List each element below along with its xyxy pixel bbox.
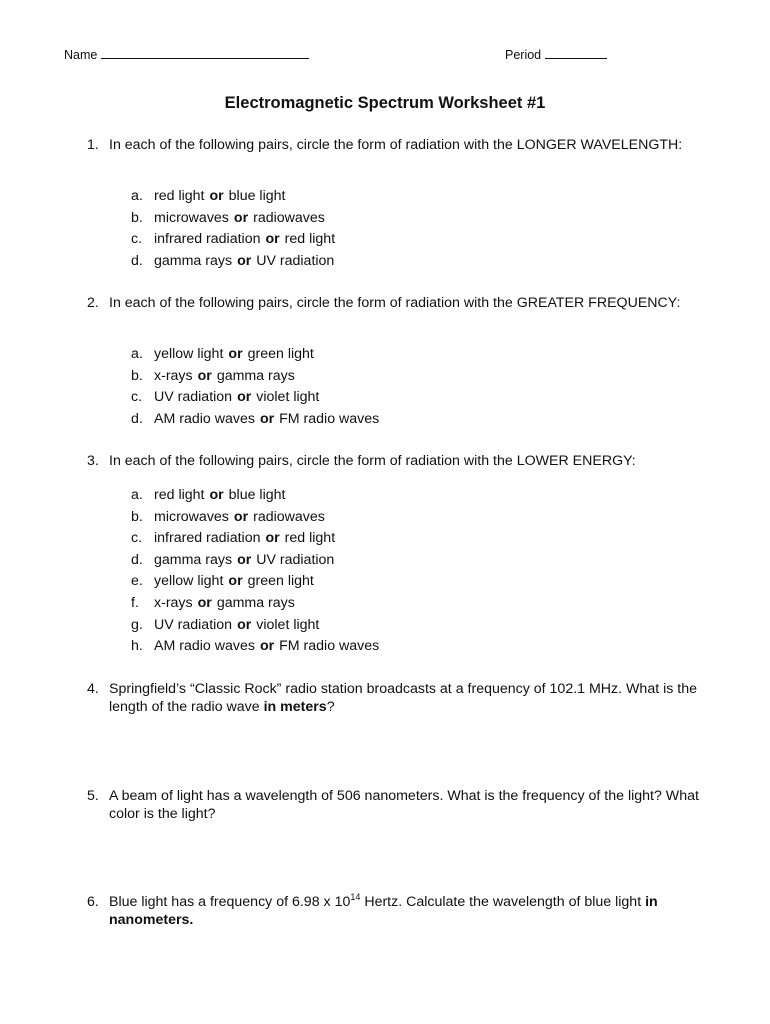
option-choice-left[interactable]: gamma rays [154,252,233,269]
question-5 [87,787,712,823]
question-2 [87,294,712,312]
question-1 [87,136,712,154]
or-connector: or [259,410,275,427]
option-choice-left[interactable]: red light [154,487,205,503]
option-letter: c. [131,530,143,547]
option-choice-left[interactable]: x-rays [154,367,193,384]
option-choice-right[interactable]: radiowaves [253,209,325,226]
or-connector: or [228,346,243,362]
option-letter: d. [131,252,143,269]
option-choice-left[interactable]: x-rays [154,594,193,611]
or-connector: or [237,551,252,568]
option-letter: c. [131,231,143,248]
option-choice-right[interactable]: green light [247,573,314,590]
or-connector: or [259,638,275,655]
question-text: Blue light has a frequency of 6.98 x $10^{14}$ Hertz. Calculate the wavelength of blue light in nanometers. [109,892,658,928]
option-letter: b. [131,367,143,384]
option-letter: d. [131,410,143,427]
option-choice-right[interactable]: FM radio waves [279,638,380,655]
question-number: 3. [87,453,99,469]
emphasis-in-meters: in meters [263,699,327,715]
or-connector: or [233,508,249,525]
option-choice-left[interactable]: red light [154,188,205,204]
question-3 [87,452,712,470]
or-connector: or [233,209,249,226]
option-choice-right[interactable]: radiowaves [253,508,325,525]
option-choice-right[interactable]: green light [247,346,314,362]
option-choice-right[interactable]: FM radio waves [279,410,380,427]
or-connector: or [237,616,252,633]
option-choice-right[interactable]: violet light [256,616,320,633]
option-letter: b. [131,508,143,525]
exponent: 14 [350,892,361,902]
option-choice-right[interactable]: UV radiation [256,551,335,568]
question-number: 2. [87,295,99,311]
option-letter: a. [131,487,143,503]
question-text: A beam of light has a wavelength of 506 nanometers. What is the frequency of the light? What color is the light? [109,788,699,822]
question-number: 5. [87,788,99,804]
question-text: In each of the following pairs, circle the form of radiation with the LONGER WAVELENGTH: [109,137,683,153]
option-choice-left[interactable]: UV radiation [154,389,233,406]
option-letter: f. [131,594,139,611]
question-text: In each of the following pairs, circle the form of radiation with the GREATER FREQUENCY: [109,295,681,311]
worksheet-title: Electromagnetic Spectrum Worksheet #1 [224,94,546,112]
option-choice-left[interactable]: infrared radiation [154,231,261,248]
option-letter: d. [131,551,143,568]
option-choice-left[interactable]: microwaves [154,508,229,525]
or-connector: or [197,367,212,384]
option-choice-left[interactable]: AM radio waves [154,638,255,655]
option-choice-right[interactable]: red light [284,231,336,248]
name-label: Name [64,48,98,62]
or-connector: or [228,573,243,590]
option-choice-left[interactable]: yellow light [154,346,224,362]
or-connector: or [197,594,212,611]
or-connector: or [237,252,252,269]
option-choice-left[interactable]: yellow light [154,573,224,590]
or-connector: or [209,487,224,503]
or-connector: or [265,231,280,248]
emphasis-in-nanometers: in nanometers. [109,894,658,928]
option-letter: g. [131,616,143,633]
option-choice-right[interactable]: blue light [228,487,286,503]
option-letter: a. [131,188,143,204]
option-choice-right[interactable]: UV radiation [256,252,335,269]
option-letter: b. [131,209,143,226]
option-choice-left[interactable]: UV radiation [154,616,233,633]
option-choice-right[interactable]: gamma rays [216,594,295,611]
option-letter: c. [131,389,143,406]
question-text: In each of the following pairs, circle the form of radiation with the LOWER ENERGY: [109,453,636,469]
question-text: Springfield’s “Classic Rock” radio station broadcasts at a frequency of 102.1 MHz. What is the length of the radio wave in meters? [109,681,697,715]
period-label: Period [505,48,542,62]
option-choice-right[interactable]: violet light [256,389,320,406]
option-choice-right[interactable]: gamma rays [216,367,295,384]
or-connector: or [265,530,280,547]
name-blank-line[interactable] [101,46,309,59]
question-6 [87,893,712,929]
question-4 [87,680,712,716]
question-number: 1. [87,137,99,153]
option-choice-left[interactable]: microwaves [154,209,229,226]
or-connector: or [237,389,252,406]
or-connector: or [209,188,224,204]
option-choice-right[interactable]: blue light [228,188,286,204]
option-choice-right[interactable]: red light [284,530,336,547]
option-letter: h. [131,638,143,655]
option-choice-left[interactable]: infrared radiation [154,530,261,547]
option-choice-left[interactable]: AM radio waves [154,410,255,427]
option-letter: e. [131,573,143,590]
name-field[interactable] [64,46,309,62]
option-choice-left[interactable]: gamma rays [154,551,233,568]
option-letter: a. [131,346,143,362]
question-number: 4. [87,681,99,697]
period-blank-line[interactable] [545,46,607,59]
question-number: 6. [87,894,99,910]
period-field[interactable] [505,46,607,62]
